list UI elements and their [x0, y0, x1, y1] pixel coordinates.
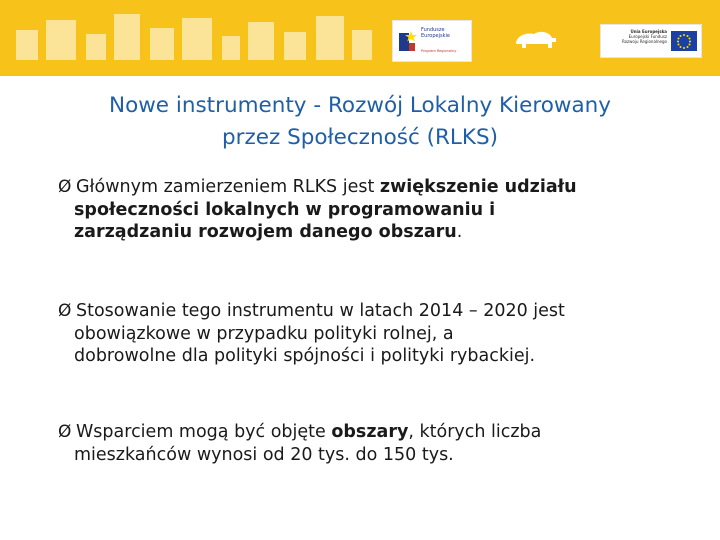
fe-logo-sub: Program Regionalny [421, 49, 457, 53]
bullet-text: Wsparciem mogą być objęte [76, 422, 332, 442]
bullet-text-bold: obszary [331, 422, 409, 442]
fe-logo-line: Fundusze [421, 27, 445, 33]
eu-logo-line: Rozwoju Regionalnego [621, 39, 667, 44]
bullet-text: . [456, 222, 463, 242]
eu-logo [600, 24, 702, 58]
bullet-text: , których liczba [408, 422, 542, 442]
bullet-item [58, 176, 698, 244]
decor-block [16, 30, 38, 60]
fe-star-icon [399, 29, 417, 53]
decor-block [352, 30, 372, 60]
decor-block [182, 18, 212, 60]
decor-block [284, 32, 306, 60]
eu-flag-icon [671, 31, 697, 51]
decor-block [46, 20, 76, 60]
bullet-item [58, 300, 698, 368]
decor-block [222, 36, 240, 60]
arrow-bullet-icon: Ø [58, 301, 72, 321]
decor-block [150, 28, 174, 60]
bullet-text-bold: zwiększenie udziału [379, 177, 577, 197]
slide-title [20, 90, 700, 154]
slide-title-line: Nowe instrumenty - Rozwój Lokalny Kierowany [108, 93, 611, 118]
bullet-text: mieszkańców wynosi od 20 tys. do 150 tys. [74, 444, 454, 465]
bullet-text: Głównym zamierzeniem RLKS jest [76, 177, 380, 197]
fundusze-europejskie-logo [392, 20, 472, 62]
bullet-text-bold: zarządzaniu rozwojem danego obszaru [74, 222, 457, 242]
bullet-text: dobrowolne dla polityki spójności i polityki rybackiej. [74, 346, 536, 366]
bison-icon [512, 26, 560, 54]
bullet-text: Stosowanie tego instrumentu w latach 2014 – 2020 jest [76, 301, 565, 321]
bullet-text-bold: społeczności lokalnych w programowaniu i [74, 199, 496, 220]
eu-logo-line: Europejski Fundusz [628, 34, 667, 39]
arrow-bullet-icon: Ø [58, 422, 72, 442]
decor-block [86, 34, 106, 60]
header-banner [0, 0, 720, 76]
decor-block [114, 14, 140, 60]
decor-block [248, 22, 274, 60]
decor-block [316, 16, 344, 60]
slide-title-line: przez Społeczność (RLKS) [221, 125, 499, 150]
arrow-bullet-icon: Ø [58, 177, 72, 197]
eu-logo-title: Unia Europejska [630, 29, 667, 34]
fe-logo-line: Europejskie [421, 33, 450, 39]
bullet-item [58, 421, 698, 466]
bullet-text: obowiązkowe w przypadku polityki rolnej, a [74, 323, 454, 344]
